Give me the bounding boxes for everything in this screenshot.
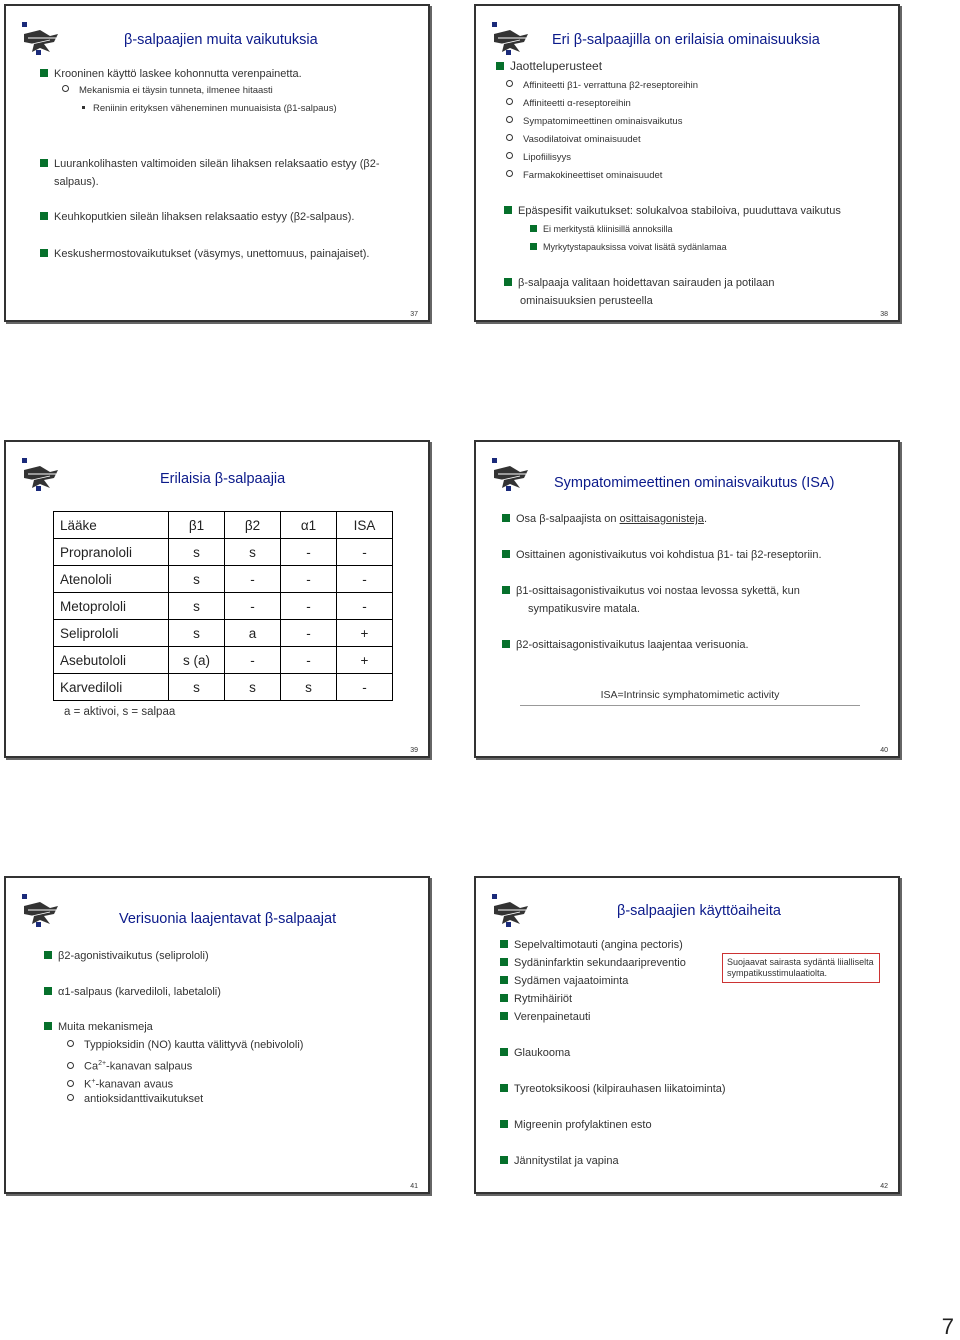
- table-cell: -: [281, 566, 337, 593]
- bullet-square-icon: [40, 212, 48, 220]
- slide-number: 40: [880, 747, 888, 754]
- slide-number: 37: [410, 311, 418, 318]
- sub-bullet-item: K+-kanavan avaus: [67, 1075, 173, 1092]
- table-cell: -: [281, 647, 337, 674]
- table-cell: +: [337, 620, 393, 647]
- bullet-square-icon: [500, 994, 508, 1002]
- table-cell: Seliprololi: [54, 620, 169, 647]
- bullet-circle-icon: [506, 98, 513, 105]
- table-row: [54, 539, 393, 566]
- bullet-item: β-salpaaja valitaan hoidettavan sairauden ja potilaan: [504, 277, 774, 290]
- beta-blocker-table: [53, 511, 393, 701]
- table-cell: -: [337, 674, 393, 701]
- table-cell: s: [169, 674, 225, 701]
- bullet-square-icon: [500, 958, 508, 966]
- bullet-item: Muita mekanismeja: [44, 1021, 153, 1034]
- linked-term: osittaisagonisteja: [619, 513, 704, 525]
- bullet-item: Sydäninfarktin sekundaaripreventio: [500, 957, 686, 970]
- table-cell: -: [225, 593, 281, 620]
- table-cell: -: [337, 566, 393, 593]
- bullet-square-icon: [504, 206, 512, 214]
- table-header: α1: [281, 512, 337, 539]
- sub-bullet-item: Affiniteetti α-reseptoreihin: [506, 97, 631, 110]
- sub-bullet-item: Myrkytystapauksissa voivat lisätä sydänlamaa: [530, 241, 727, 254]
- sub-bullet-item: Typpioksidin (NO) kautta välittyvä (nebivololi): [67, 1039, 303, 1052]
- table-row: [54, 674, 393, 701]
- bullet-item: Keuhkoputkien sileän lihaksen relaksaatio estyy (β2-salpaus).: [40, 211, 354, 224]
- bullet-item: β2-osittaisagonistivaikutus laajentaa verisuonia.: [502, 639, 749, 652]
- slide-number: 38: [880, 311, 888, 318]
- table-cell: -: [225, 647, 281, 674]
- bullet-item: Rytmihäiriöt: [500, 993, 572, 1006]
- bullet-circle-icon: [67, 1062, 74, 1069]
- slide-number: 41: [410, 1183, 418, 1190]
- sub-bullet-item: Mekanismia ei täysin tunneta, ilmenee hitaasti: [62, 84, 273, 97]
- bullet-square-icon: [502, 586, 510, 594]
- sub-bullet-item: Sympatomimeettinen ominaisvaikutus: [506, 115, 682, 128]
- bullet-item: Epäspesifit vaikutukset: solukalvoa stabiloiva, puuduttava vaikutus: [504, 205, 841, 218]
- university-logo-icon: [20, 458, 60, 494]
- bullet-continuation: salpaus).: [54, 176, 99, 188]
- university-logo-icon: [490, 22, 530, 58]
- table-cell: s: [169, 566, 225, 593]
- table-cell: -: [337, 539, 393, 566]
- table-cell: +: [337, 647, 393, 674]
- bullet-item: α1-salpaus (karvediloli, labetaloli): [44, 986, 221, 999]
- table-header: β1: [169, 512, 225, 539]
- bullet-square-icon: [44, 951, 52, 959]
- bullet-square-icon: [500, 976, 508, 984]
- bullet-square-icon: [44, 987, 52, 995]
- bullet-square-icon: [502, 514, 510, 522]
- table-row: [54, 647, 393, 674]
- slide-number: 42: [880, 1183, 888, 1190]
- slide-40: [474, 440, 900, 758]
- table-cell: Metoprololi: [54, 593, 169, 620]
- table-header: β2: [225, 512, 281, 539]
- table-cell: Propranololi: [54, 539, 169, 566]
- table-row: [54, 566, 393, 593]
- table-cell: -: [337, 593, 393, 620]
- bullet-dot-icon: [82, 106, 85, 109]
- slide-title: β-salpaajien muita vaikutuksia: [124, 32, 318, 48]
- document-page-number: 7: [941, 1314, 954, 1339]
- bullet-square-icon: [500, 1048, 508, 1056]
- table-footnote: a = aktivoi, s = salpaa: [64, 706, 176, 718]
- bullet-item: Jännitystilat ja vapina: [500, 1155, 619, 1168]
- slide-41: [4, 876, 430, 1194]
- table-cell: s: [281, 674, 337, 701]
- bullet-square-icon: [500, 1012, 508, 1020]
- bullet-square-icon: [44, 1022, 52, 1030]
- bullet-circle-icon: [67, 1080, 74, 1087]
- bullet-item: Krooninen käyttö laskee kohonnutta verenpainetta.: [40, 68, 302, 81]
- table-header-row: [54, 512, 393, 539]
- bullet-square-icon: [40, 249, 48, 257]
- table-cell: -: [281, 620, 337, 647]
- bullet-item: Sydämen vajaatoiminta: [500, 975, 628, 988]
- bullet-circle-icon: [62, 85, 69, 92]
- table-row: [54, 593, 393, 620]
- university-logo-icon: [20, 894, 60, 930]
- bullet-item: β2-agonistivaikutus (seliprololi): [44, 950, 209, 963]
- sub-bullet-item: $Ca^{2+}$-kanavan salpaus: [67, 1057, 192, 1074]
- slide-title: β-salpaajien käyttöaiheita: [617, 903, 781, 919]
- university-logo-icon: [20, 22, 60, 58]
- bullet-circle-icon: [506, 134, 513, 141]
- bullet-circle-icon: [67, 1040, 74, 1047]
- sub-bullet-item: Vasodilatoivat ominaisuudet: [506, 133, 641, 146]
- slide-title: Eri β-salpaajilla on erilaisia ominaisuuksia: [552, 32, 820, 48]
- bullet-continuation: ominaisuuksien perusteella: [520, 295, 653, 307]
- table-cell: Karvediloli: [54, 674, 169, 701]
- slide-title: Erilaisia β-salpaajia: [160, 471, 286, 487]
- bullet-circle-icon: [67, 1094, 74, 1101]
- table-cell: s (a): [169, 647, 225, 674]
- bullet-square-icon: [40, 159, 48, 167]
- table-row: [54, 620, 393, 647]
- bullet-square-icon: [504, 278, 512, 286]
- note-box: Suojaavat sairasta sydäntä liialliselta sympatikusstimulaatiolta.: [722, 953, 880, 983]
- table-cell: s: [225, 539, 281, 566]
- slide-42: [474, 876, 900, 1194]
- bullet-square-icon: [500, 940, 508, 948]
- bullet-circle-icon: [506, 80, 513, 87]
- sub-bullet-item: Ei merkitystä kliinisillä annoksilla: [530, 223, 673, 236]
- sub-bullet-item: Farmakokineettiset ominaisuudet: [506, 169, 662, 182]
- table-cell: Asebutololi: [54, 647, 169, 674]
- sub-sub-bullet-item: Reniinin erityksen väheneminen munuaisista (β1-salpaus): [82, 102, 337, 115]
- bullet-square-icon: [502, 640, 510, 648]
- table-cell: -: [225, 566, 281, 593]
- bullet-item: Glaukooma: [500, 1047, 570, 1060]
- bullet-item: Luurankolihasten valtimoiden sileän lihaksen relaksaatio estyy (β2-: [40, 158, 380, 171]
- bullet-square-icon: [502, 550, 510, 558]
- bullet-square-icon: [496, 62, 504, 70]
- bullet-circle-icon: [506, 116, 513, 123]
- bullet-item: Osittainen agonistivaikutus voi kohdistua β1- tai β2-reseptoriin.: [502, 549, 822, 562]
- table-cell: a: [225, 620, 281, 647]
- bullet-item: Migreenin profylaktinen esto: [500, 1119, 652, 1132]
- table-cell: Atenololi: [54, 566, 169, 593]
- bullet-square-icon: [500, 1084, 508, 1092]
- sub-bullet-item: Affiniteetti β1- verrattuna β2-reseptoreihin: [506, 79, 698, 92]
- isa-definition: ISA=Intrinsic symphatomimetic activity: [520, 689, 860, 706]
- bullet-circle-icon: [506, 170, 513, 177]
- slide-38: [474, 4, 900, 322]
- bullet-item: Keskushermostovaikutukset (väsymys, unettomuus, painajaiset).: [40, 248, 369, 261]
- bullet-item: β1-osittaisagonistivaikutus voi nostaa levossa sykettä, kun: [502, 585, 800, 598]
- bullet-square-icon: [500, 1120, 508, 1128]
- bullet-square-icon: [40, 69, 48, 77]
- table-cell: -: [281, 593, 337, 620]
- university-logo-icon: [490, 458, 530, 494]
- bullet-item: Osa β-salpaajista on osittaisagonisteja.: [502, 513, 707, 526]
- bullet-square-icon: [500, 1156, 508, 1164]
- table-cell: s: [169, 593, 225, 620]
- slide-number: 39: [410, 747, 418, 754]
- bullet-square-icon: [530, 225, 537, 232]
- bullet-item: Jaotteluperusteet: [496, 60, 602, 73]
- bullet-item: Tyreotoksikoosi (kilpirauhasen liikatoiminta): [500, 1083, 726, 1096]
- bullet-item: Sepelvaltimotauti (angina pectoris): [500, 939, 683, 952]
- table-cell: -: [281, 539, 337, 566]
- table-header: ISA: [337, 512, 393, 539]
- slide-37: [4, 4, 430, 322]
- university-logo-icon: [490, 894, 530, 930]
- sub-bullet-item: antioksidanttivaikutukset: [67, 1093, 203, 1106]
- slide-title: Sympatomimeettinen ominaisvaikutus (ISA): [554, 475, 835, 491]
- table-cell: s: [169, 620, 225, 647]
- bullet-circle-icon: [506, 152, 513, 159]
- bullet-square-icon: [530, 243, 537, 250]
- sub-bullet-item: Lipofiilisyys: [506, 151, 571, 164]
- table-cell: s: [225, 674, 281, 701]
- table-header: Lääke: [54, 512, 169, 539]
- slide-title: Verisuonia laajentavat β-salpaajat: [119, 911, 337, 927]
- table-cell: s: [169, 539, 225, 566]
- bullet-item: Verenpainetauti: [500, 1011, 590, 1024]
- bullet-continuation: sympatikusvire matala.: [528, 603, 640, 615]
